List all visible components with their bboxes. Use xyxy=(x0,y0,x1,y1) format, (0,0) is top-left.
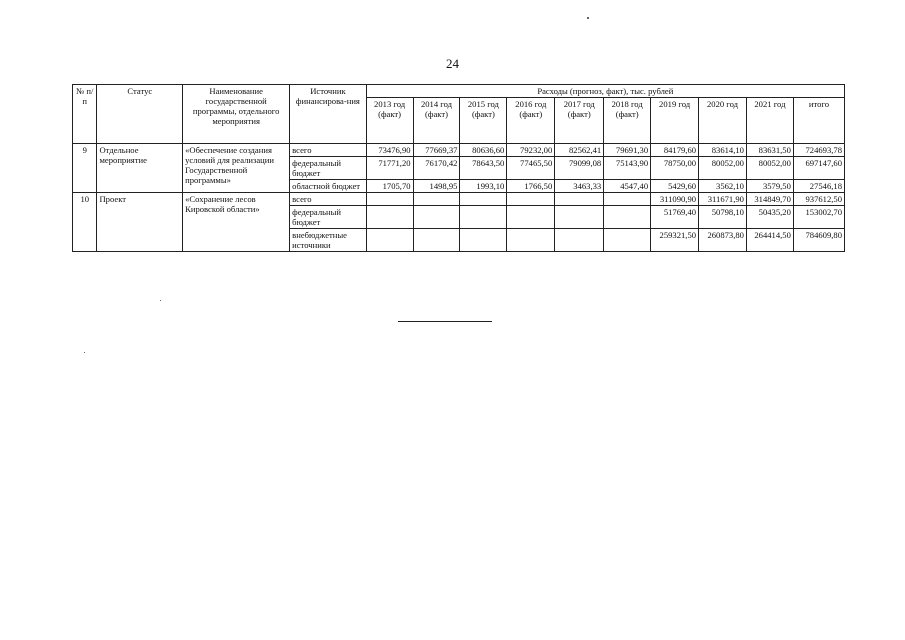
scan-speck xyxy=(587,17,589,19)
table-row xyxy=(73,144,845,157)
value-cell: 79099,08 xyxy=(555,157,604,180)
value-cell: 311671,90 xyxy=(699,193,747,206)
header-source: Источник финансирова-ния xyxy=(290,85,366,144)
value-cell xyxy=(460,206,507,229)
value-cell: 73476,90 xyxy=(366,144,413,157)
value-cell xyxy=(460,193,507,206)
value-cell xyxy=(460,229,507,252)
value-cell xyxy=(413,206,460,229)
row-name: «Обеспечение создания условий для реализации Государственной программы» xyxy=(183,144,290,193)
value-cell: 82562,41 xyxy=(555,144,604,157)
total-cell: 784609,80 xyxy=(793,229,844,252)
value-cell: 79691,30 xyxy=(604,144,651,157)
value-cell: 314849,70 xyxy=(746,193,793,206)
row-source: всего xyxy=(290,193,366,206)
row-num: 9 xyxy=(73,144,97,193)
value-cell: 84179,60 xyxy=(651,144,699,157)
value-cell: 77669,37 xyxy=(413,144,460,157)
total-cell: 697147,60 xyxy=(793,157,844,180)
value-cell xyxy=(604,206,651,229)
row-source: федеральный бюджет xyxy=(290,157,366,180)
total-cell: 724693,78 xyxy=(793,144,844,157)
value-cell: 259321,50 xyxy=(651,229,699,252)
value-cell xyxy=(366,193,413,206)
value-cell: 83631,50 xyxy=(746,144,793,157)
total-cell: 153002,70 xyxy=(793,206,844,229)
row-source: областной бюджет xyxy=(290,180,366,193)
header-year: 2015 год (факт) xyxy=(460,98,507,144)
value-cell xyxy=(507,229,555,252)
header-year: 2019 год xyxy=(651,98,699,144)
value-cell: 1993,10 xyxy=(460,180,507,193)
header-year: 2017 год (факт) xyxy=(555,98,604,144)
value-cell xyxy=(555,193,604,206)
row-source: всего xyxy=(290,144,366,157)
value-cell: 4547,40 xyxy=(604,180,651,193)
header-expenses: Расходы (прогноз, факт), тыс. рублей xyxy=(366,85,844,98)
value-cell: 50798,10 xyxy=(699,206,747,229)
value-cell: 50435,20 xyxy=(746,206,793,229)
value-cell: 264414,50 xyxy=(746,229,793,252)
value-cell: 75143,90 xyxy=(604,157,651,180)
value-cell: 51769,40 xyxy=(651,206,699,229)
value-cell xyxy=(507,193,555,206)
value-cell: 3463,33 xyxy=(555,180,604,193)
value-cell: 1766,50 xyxy=(507,180,555,193)
value-cell: 83614,10 xyxy=(699,144,747,157)
value-cell: 3579,50 xyxy=(746,180,793,193)
scan-speck xyxy=(84,352,85,353)
row-name: «Сохранение лесов Кировской области» xyxy=(183,193,290,252)
value-cell xyxy=(366,206,413,229)
row-status: Проект xyxy=(97,193,183,252)
header-year: 2021 год xyxy=(746,98,793,144)
value-cell xyxy=(604,193,651,206)
value-cell: 1498,95 xyxy=(413,180,460,193)
scan-speck xyxy=(160,300,161,301)
value-cell xyxy=(366,229,413,252)
value-cell: 78750,00 xyxy=(651,157,699,180)
table-row xyxy=(73,193,845,206)
row-source: федеральный бюджет xyxy=(290,206,366,229)
total-cell: 27546,18 xyxy=(793,180,844,193)
total-cell: 937612,50 xyxy=(793,193,844,206)
row-num: 10 xyxy=(73,193,97,252)
value-cell xyxy=(507,206,555,229)
value-cell: 80636,60 xyxy=(460,144,507,157)
value-cell: 1705,70 xyxy=(366,180,413,193)
value-cell: 311090,90 xyxy=(651,193,699,206)
end-divider-line xyxy=(398,321,492,322)
value-cell: 80052,00 xyxy=(746,157,793,180)
header-year: 2016 год (факт) xyxy=(507,98,555,144)
value-cell xyxy=(555,206,604,229)
value-cell: 3562,10 xyxy=(699,180,747,193)
value-cell: 260873,80 xyxy=(699,229,747,252)
value-cell: 77465,50 xyxy=(507,157,555,180)
value-cell xyxy=(604,229,651,252)
value-cell xyxy=(413,229,460,252)
header-total: итого xyxy=(793,98,844,144)
header-year: 2014 год (факт) xyxy=(413,98,460,144)
header-name: Наименование государственной программы, отдельного мероприятия xyxy=(183,85,290,144)
header-year: 2013 год (факт) xyxy=(366,98,413,144)
value-cell: 76170,42 xyxy=(413,157,460,180)
value-cell: 79232,00 xyxy=(507,144,555,157)
value-cell xyxy=(413,193,460,206)
header-num: № п/п xyxy=(73,85,97,144)
row-status: Отдельное мероприятие xyxy=(97,144,183,193)
value-cell: 71771,20 xyxy=(366,157,413,180)
header-row-top xyxy=(73,85,845,98)
value-cell xyxy=(555,229,604,252)
header-status: Статус xyxy=(97,85,183,144)
header-year: 2020 год xyxy=(699,98,747,144)
value-cell: 5429,60 xyxy=(651,180,699,193)
value-cell: 78643,50 xyxy=(460,157,507,180)
header-year: 2018 год (факт) xyxy=(604,98,651,144)
value-cell: 80052,00 xyxy=(699,157,747,180)
page-number: 24 xyxy=(446,56,459,71)
row-source: внебюджетные источники xyxy=(290,229,366,252)
budget-table xyxy=(72,84,845,252)
